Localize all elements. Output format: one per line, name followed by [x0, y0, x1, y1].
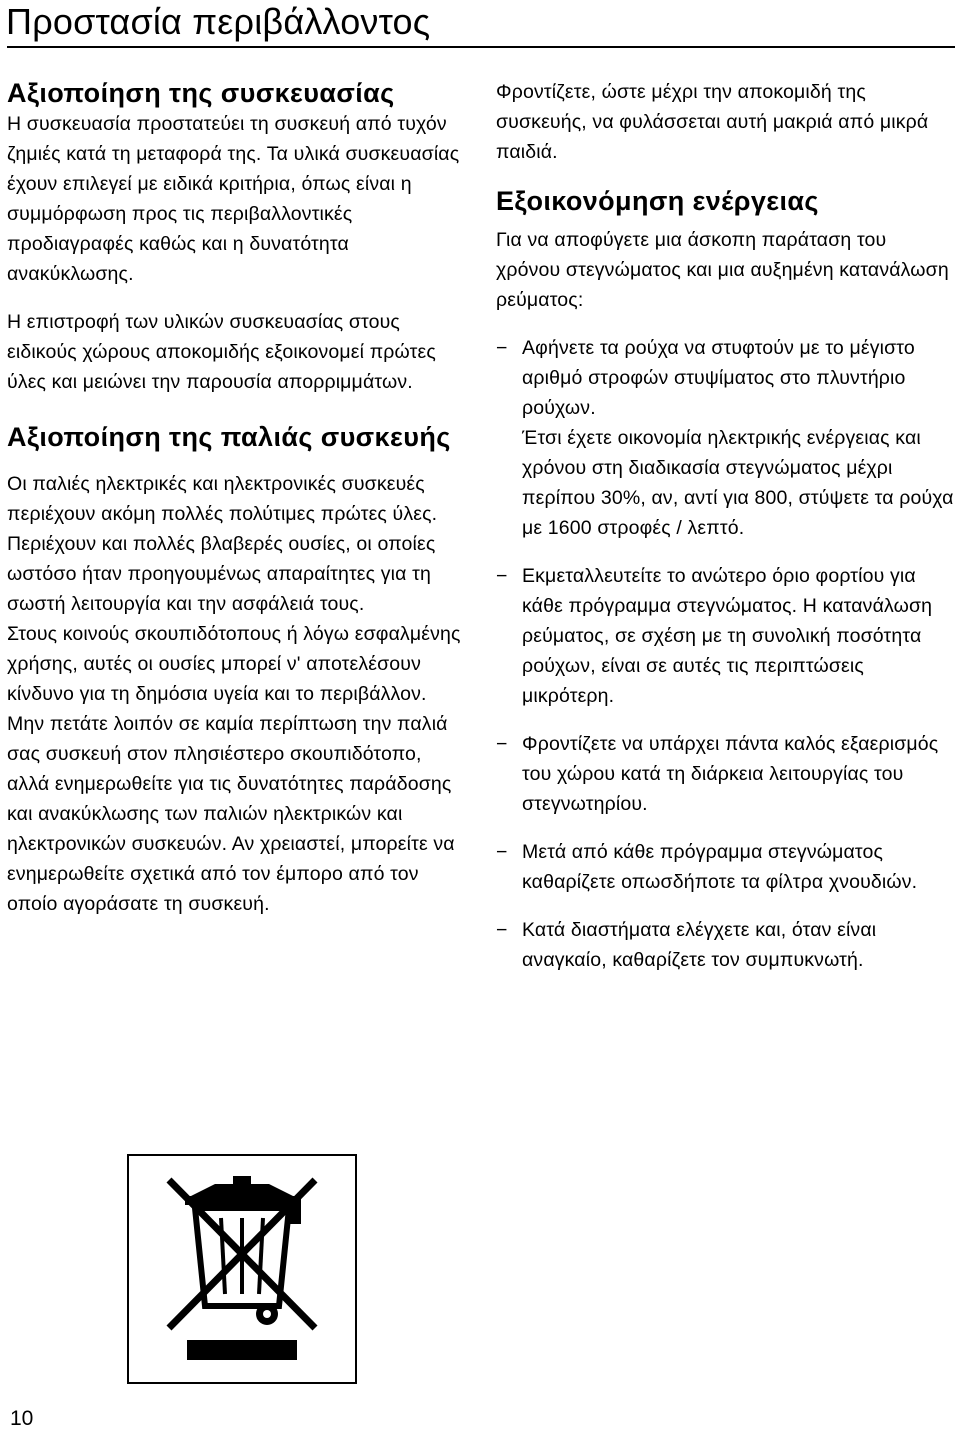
- list-item-text: Φροντίζετε να υπάρχει πάντα καλός εξαερισμός του χώρου κατά τη διάρκεια λειτουργίας του στεγνωτηρίου.: [522, 733, 939, 815]
- list-item: [496, 333, 954, 543]
- packaging-paragraph-1: Η συσκευασία προστατεύει τη συσκευή από τυχόν ζημιές κατά τη μεταφορά της. Τα υλικά συσκευασίας έχουν επιλεγεί με ειδικά κριτήρια, όπως είναι η συμμόρφωση προς τις περιβαλλοντικές προδιαγραφές καθώς και η δυνατότητα ανακύκλωσης.: [7, 113, 460, 285]
- crossed-out-wheelie-bin-icon: [127, 1154, 357, 1384]
- section-heading-energy-saving: Εξοικονόμηση ενέργειας: [496, 186, 819, 216]
- list-item-text: Αφήνετε τα ρούχα να στυφτούν με το μέγιστο αριθμό στροφών στυψίματος στο πλυντήριο ρούχων.: [522, 337, 915, 419]
- page-title: Προστασία περιβάλλοντος: [6, 1, 431, 42]
- section-heading-packaging: Αξιοποίηση της συσκευασίας: [7, 78, 395, 108]
- right-column: [496, 77, 954, 993]
- old-appliance-paragraph-1: Οι παλιές ηλεκτρικές και ηλεκτρονικές συσκευές περιέχουν ακόμη πολλές πολύτιμες πρώτες ύλες. Περιέχουν και πολλές βλαβερές ουσίες, οι οποίες ωστόσο ήταν προηγουμένως απαραίτητες για τη σωστή λειτουργία και την ασφάλειά τους.: [7, 473, 438, 615]
- old-appliance-paragraph-2: Στους κοινούς σκουπιδότοπους ή λόγω εσφαλμένης χρήσης, αυτές οι ουσίες μπορεί ν' αποτελέσουν κίνδυνο για τη δημόσια υγεία και το περιβάλλον. Μην πετάτε λοιπόν σε καμία περίπτωση την παλιά σας συσκευή στον πλησιέστερο σκουπιδότοπο, αλλά ενημερωθείτε για τις δυνατότητες παράδοσης και ανακύκλωσης των παλιών ηλεκτρικών και ηλεκτρονικών συσκευών. Αν χρειαστεί, μπορείτε να ενημερωθείτε σχετικά από τον έμπορο από τον οποίο αγοράσατε τη συσκευή.: [7, 623, 461, 915]
- section-heading-old-appliance: Αξιοποίηση της παλιάς συσκευής: [7, 422, 451, 452]
- bullet-dash: −: [496, 337, 508, 359]
- child-safety-paragraph: Φροντίζετε, ώστε μέχρι την αποκομιδή της συσκευής, να φυλάσσεται αυτή μακριά από μικρά παιδιά.: [496, 81, 929, 163]
- left-column: [7, 77, 463, 919]
- list-item-note: Έτσι έχετε οικονομία ηλεκτρικής ενέργειας και χρόνου στη διαδικασία στεγνώματος μέχρι περίπου 30%, αν, αντί για 800, στύψετε τα ρούχα με 1600 στροφές / λεπτό.: [522, 427, 954, 539]
- packaging-paragraph-2: Η επιστροφή των υλικών συσκευασίας στους ειδικούς χώρους αποκομιδής εξοικονομεί πρώτες ύλες και μειώνει την παρουσία απορριμμάτων.: [7, 311, 436, 393]
- bullet-dash: −: [496, 919, 508, 941]
- list-item-text: Εκμεταλλευτείτε το ανώτερο όριο φορτίου για κάθε πρόγραμμα στεγνώματος. Η κατανάλωση ρεύματος, σε σχέση με τη συνολική ποσότητα ρούχων, είναι σε αυτές τις περιπτώσεις μικρότερη.: [522, 565, 933, 707]
- energy-tips-list: [496, 333, 954, 975]
- page-number: 10: [10, 1407, 34, 1430]
- list-item-text: Μετά από κάθε πρόγραμμα στεγνώματος καθαρίζετε οπωσδήποτε τα φίλτρα χνουδιών.: [522, 841, 918, 893]
- bullet-dash: −: [496, 841, 508, 863]
- bullet-dash: −: [496, 733, 508, 755]
- bullet-dash: −: [496, 565, 508, 587]
- title-divider: [7, 46, 955, 48]
- list-item-text: Κατά διαστήματα ελέγχετε και, όταν είναι αναγκαίο, καθαρίζετε τον συμπυκνωτή.: [522, 919, 877, 971]
- list-item: [496, 729, 954, 819]
- list-item: [496, 837, 954, 897]
- energy-saving-intro: Για να αποφύγετε μια άσκοπη παράταση του χρόνου στεγνώματος και μια αυξημένη κατανάλωση ρεύματος:: [496, 229, 949, 311]
- list-item: [496, 915, 954, 975]
- list-item: [496, 561, 954, 711]
